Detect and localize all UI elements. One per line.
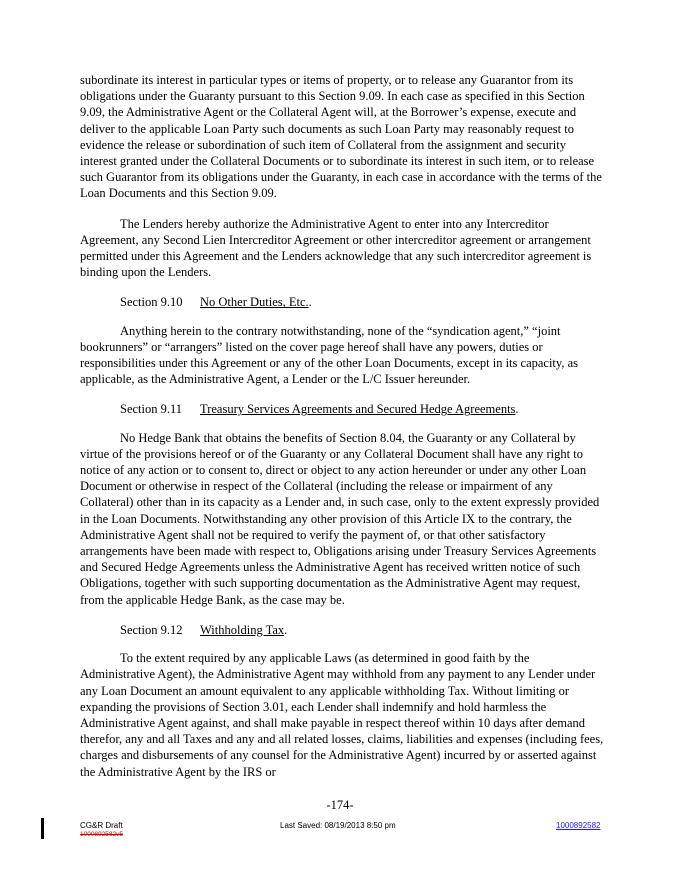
footer-draft-label	[80, 821, 123, 838]
footer-last-saved: Last Saved: 08/19/2013 8:50 pm	[280, 821, 396, 830]
paragraph-no-other-duties: Anything herein to the contrary notwithstanding, none of the “syndication agent,” “joint bookrunners” or “arrangers” listed on the cover page hereof shall have any powers, duties or responsibilities under this Agreement or any of the other Loan Documents, except in its capacity, as applicable, as the Administrative Agent, a Lender or the L/C Issuer hereunder.	[80, 323, 579, 387]
section-number: Section 9.10	[120, 295, 183, 310]
paragraph-hedge-bank: No Hedge Bank that obtains the benefits of Section 8.04, the Guaranty or any Collateral by virtue of the provisions hereof or of the Guaranty or any Collateral Document shall have any right to notice of any action or to consent to, direct or object to any action hereunder or under any other Loan Document or otherwise in respect of the Collateral (including the release or impairment of any Collateral) other than in its capacity as a Lender and, in such case, only to the extent expressly provided in the Loan Documents. Notwithstanding any other provision of this Article IX to the contrary, the Administrative Agent shall not be required to verify the payment of, or that other satisfactory arrangements have been made with respect to, Obligations arising under Treasury Services Agreements and Secured Hedge Agreements unless the Administrative Agent has received written notice of such Obligations, together with such supporting documentation as the Administrative Agent may request, from the applicable Hedge Bank, as the case may be.	[80, 430, 600, 607]
old-doc-id: 1000892582v5	[80, 831, 124, 838]
page-number: -174-	[326, 798, 354, 812]
section-number: Section 9.12	[120, 622, 183, 637]
section-heading-9-10: Section 9.10 No Other Duties, Etc..	[120, 295, 312, 310]
section-title: Treasury Services Agreements and Secured Hedge Agreements	[200, 402, 516, 417]
paragraph-withholding: To the extent required by any applicable Laws (as determined in good faith by the Administrative Agent), the Administrative Agent may withhold from any payment to any Lender under any Loan Document an amount equivalent to any applicable withholding Tax. Without limiting or expanding the provisions of Section 3.01, each Lender shall indemnify and hold harmless the Administrative Agent against, and shall make payable in respect thereof within 10 days after demand therefor, any and all Taxes and any and all related losses, claims, liabilities and expenses (including fees, charges and disbursements of any counsel for the Administrative Agent) incurred by or asserted against the Administrative Agent by the IRS or	[80, 651, 604, 779]
section-heading-9-11: Section 9.11 Treasury Services Agreements and Secured Hedge Agreements.	[120, 402, 519, 417]
section-title: Withholding Tax	[200, 622, 285, 637]
section-title: No Other Duties, Etc.	[200, 295, 309, 310]
change-bar	[41, 818, 44, 839]
footer-doc-id-link[interactable]: 1000892582	[556, 821, 601, 830]
paragraph-intercreditor: The Lenders hereby authorize the Administrative Agent to enter into any Intercreditor Agreement, any Second Lien Intercreditor Agreement or other intercreditor agreement or arrangement permitted under this Agreement and the Lenders acknowledge that any such intercreditor agreement is binding upon the Lenders.	[80, 216, 592, 280]
document-body	[80, 72, 605, 794]
paragraph-9-09-continued: subordinate its interest in particular types or items of property, or to release any Guarantor from its obligations under the Guaranty pursuant to this Section 9.09. In each case as specified in this Section 9.09, the Administrative Agent or the Collateral Agent will, at the Borrower’s expense, execute and deliver to the applicable Loan Party such documents as such Loan Party may reasonably request to evidence the release or subordination of such item of Collateral from the assignment and security interest granted under the Collateral Documents or to subordinate its interest in such item, or to release such Guarantor from its obligations under the Guaranty, in each case in accordance with the terms of the Loan Documents and this Section 9.09.	[80, 73, 602, 201]
section-heading-9-12: Section 9.12 Withholding Tax.	[120, 622, 288, 637]
section-number: Section 9.11	[120, 402, 183, 417]
draft-label: CG&R Draft	[80, 821, 123, 830]
